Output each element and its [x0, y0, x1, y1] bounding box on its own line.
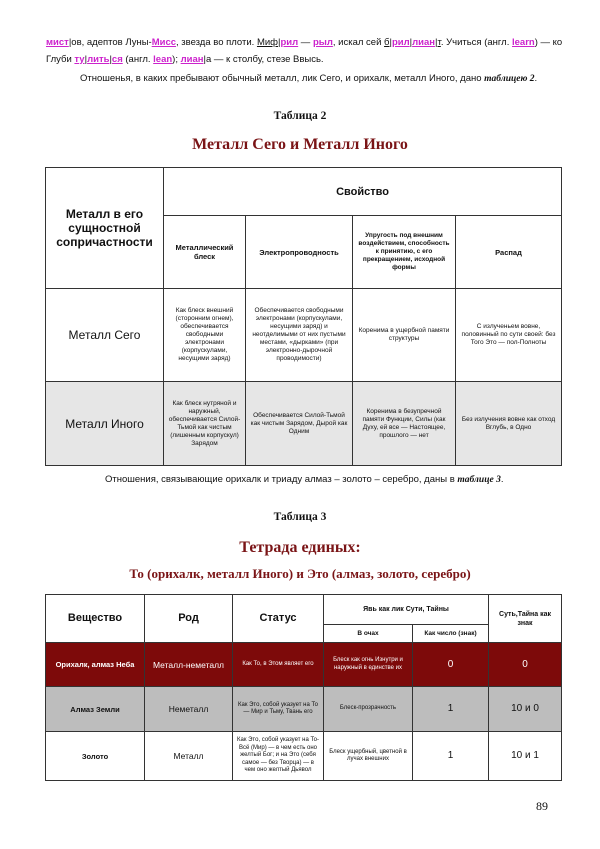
text-run: .	[534, 73, 538, 84]
table-reference: таблицею 2	[484, 74, 535, 84]
table-2-caption: Таблица 2	[273, 110, 327, 122]
table-3-subtitle: То (орихалк, металл Иного) и Это (алмаз, золото, серебро)	[129, 566, 471, 581]
paragraph-3	[105, 472, 565, 488]
number-cell: 0	[413, 643, 489, 687]
header-eyes: В очах	[324, 625, 413, 643]
text-run: (англ.	[122, 54, 154, 65]
essence-cell: 10 и 0	[489, 687, 562, 732]
text-run: |	[389, 37, 392, 48]
header-property: Свойство	[164, 168, 562, 216]
substance-cell: Орихалк, алмаз Неба	[46, 643, 145, 687]
eyes-cell: Блеск как огнь Изнутри и наружный в единстве их	[324, 643, 413, 687]
text-run: Глуби	[46, 54, 75, 65]
table-2	[45, 167, 562, 466]
status-cell: Как То, в Этом являет его	[233, 643, 324, 687]
eyes-cell: Блеск-прозрачность	[324, 687, 413, 732]
text-run: —	[298, 37, 313, 48]
table-3-title: Тетрада единых:	[239, 539, 361, 556]
substance-cell: Алмаз Земли	[46, 687, 145, 732]
text-run: |	[435, 37, 438, 48]
substance-cell: Золото	[46, 732, 145, 781]
table-row	[46, 289, 562, 382]
row-name: Металл Иного	[46, 382, 164, 466]
highlight-word: рил	[391, 37, 410, 48]
table-cell: Без излучения вовне как отход Вглубь, в Одно	[456, 382, 562, 466]
highlight-word: ту	[74, 54, 85, 65]
underlined-word: Миф	[256, 37, 278, 48]
number-cell: 1	[413, 687, 489, 732]
text-run: );	[172, 54, 181, 65]
table-row	[46, 732, 562, 781]
highlight-word: learn	[512, 37, 535, 48]
table-cell: Как блеск нутряной и наружный, обеспечивается Силой-Тьмой как чистым (лишенным корпускул) Зарядом	[164, 382, 246, 466]
text-run: |	[409, 37, 413, 48]
text-run: |а — к столбу, стезе Ввысь.	[203, 54, 324, 65]
highlight-word: лиан	[180, 54, 204, 65]
header-genus: Род	[145, 595, 233, 643]
text-run: . Учиться (англ.	[440, 37, 512, 48]
header-substance: Вещество	[46, 595, 145, 643]
paragraph-line-1	[46, 35, 566, 51]
genus-cell: Неметалл	[145, 687, 233, 732]
text-run: Отношенья, в каких пребывают обычный металл, лик Сего, и орихалк, металл Иного, дано	[80, 73, 485, 84]
header-manifest: Явь как лик Сути, Тайны	[324, 595, 489, 625]
table-cell: Коренима в безупречной памяти Функции, Силы (как Духу, ей все — Настоящее, прошлого — нет	[353, 382, 456, 466]
table-row	[46, 687, 562, 732]
table-cell: Обеспечивается свободными электронами (корпускулами, несущими заряд) и неотделимыми от них пустыми местами, «дырками» (при электронно-дырочной проводимости)	[246, 289, 353, 382]
table-3	[45, 594, 562, 781]
underlined-word: б	[384, 37, 390, 48]
subheader-conductivity: Электропроводность	[246, 216, 353, 289]
table-2-title: Металл Сего и Металл Иного	[192, 136, 408, 153]
highlight-word: ся	[111, 54, 123, 65]
table-cell: Коренима в ущербной памяти структуры	[353, 289, 456, 382]
text-run: , искал сей	[332, 37, 385, 48]
text-run: |ов, адептов Луны-	[68, 37, 152, 48]
table-3-caption: Таблица 3	[273, 511, 327, 523]
highlight-word: лить	[87, 54, 110, 65]
highlight-word: lean	[153, 54, 173, 65]
header-essence: Суть,Тайна как знак	[489, 595, 562, 643]
status-cell: Как Это, собой указует на То — Мир и Тьму, Твань его	[233, 687, 324, 732]
subheader-decay: Распад	[456, 216, 562, 289]
page-number: 89	[536, 799, 548, 813]
essence-cell: 0	[489, 643, 562, 687]
text-run: |	[84, 54, 88, 65]
header-status: Статус	[233, 595, 324, 643]
table-row	[46, 643, 562, 687]
text-run: |	[109, 54, 112, 65]
highlight-word: лиан	[412, 37, 436, 48]
highlight-word: мист	[46, 37, 69, 48]
subheader-luster: Металлический блеск	[164, 216, 246, 289]
table-row	[46, 382, 562, 466]
number-cell: 1	[413, 732, 489, 781]
text-run: ) — ко	[534, 37, 563, 48]
row-name: Металл Сего	[46, 289, 164, 382]
status-cell: Как Это, собой указует на То-Всё (Мир) — в чем есть оно желтый Бог; и на Это (себя самое — без Творца) — в чем оно желтый Дьявол	[233, 732, 324, 781]
table-cell: С излученьем вовне, половинный по сути своей: без Того Это — пол-Полноты	[456, 289, 562, 382]
genus-cell: Металл-неметалл	[145, 643, 233, 687]
essence-cell: 10 и 1	[489, 732, 562, 781]
text-run: Отношения, связывающие орихалк и триаду алмаз – золото – серебро, даны в	[105, 474, 458, 485]
table-cell: Обеспечивается Силой-Тьмой как чистым Зарядом, Дырой как Одним	[246, 382, 353, 466]
text-run: .	[500, 474, 504, 485]
highlight-word: рыл	[312, 37, 333, 48]
subheader-elasticity: Упругость под внешним воздействием, способность к принятию, с его прекращением, исходной формы	[353, 216, 456, 289]
eyes-cell: Блеск ущербный, цветной в лучах внешних	[324, 732, 413, 781]
highlight-word: Мисс	[151, 37, 177, 48]
highlight-word: рил	[280, 37, 299, 48]
table-cell: Как блеск внешний (сторонним огнем), обеспечивается свободными электронами (корпускулами, несущими заряд)	[164, 289, 246, 382]
header-number: Как число (знак)	[413, 625, 489, 643]
header-metal: Металл в его сущностной сопричастности	[46, 168, 164, 289]
paragraph-2	[80, 71, 560, 87]
text-run: , звезда во плоти.	[176, 37, 257, 48]
underlined-word: т	[437, 37, 441, 48]
text-run: |	[278, 37, 281, 48]
genus-cell: Металл	[145, 732, 233, 781]
table-reference: таблице 3	[457, 475, 501, 485]
paragraph-line-2	[46, 52, 566, 68]
